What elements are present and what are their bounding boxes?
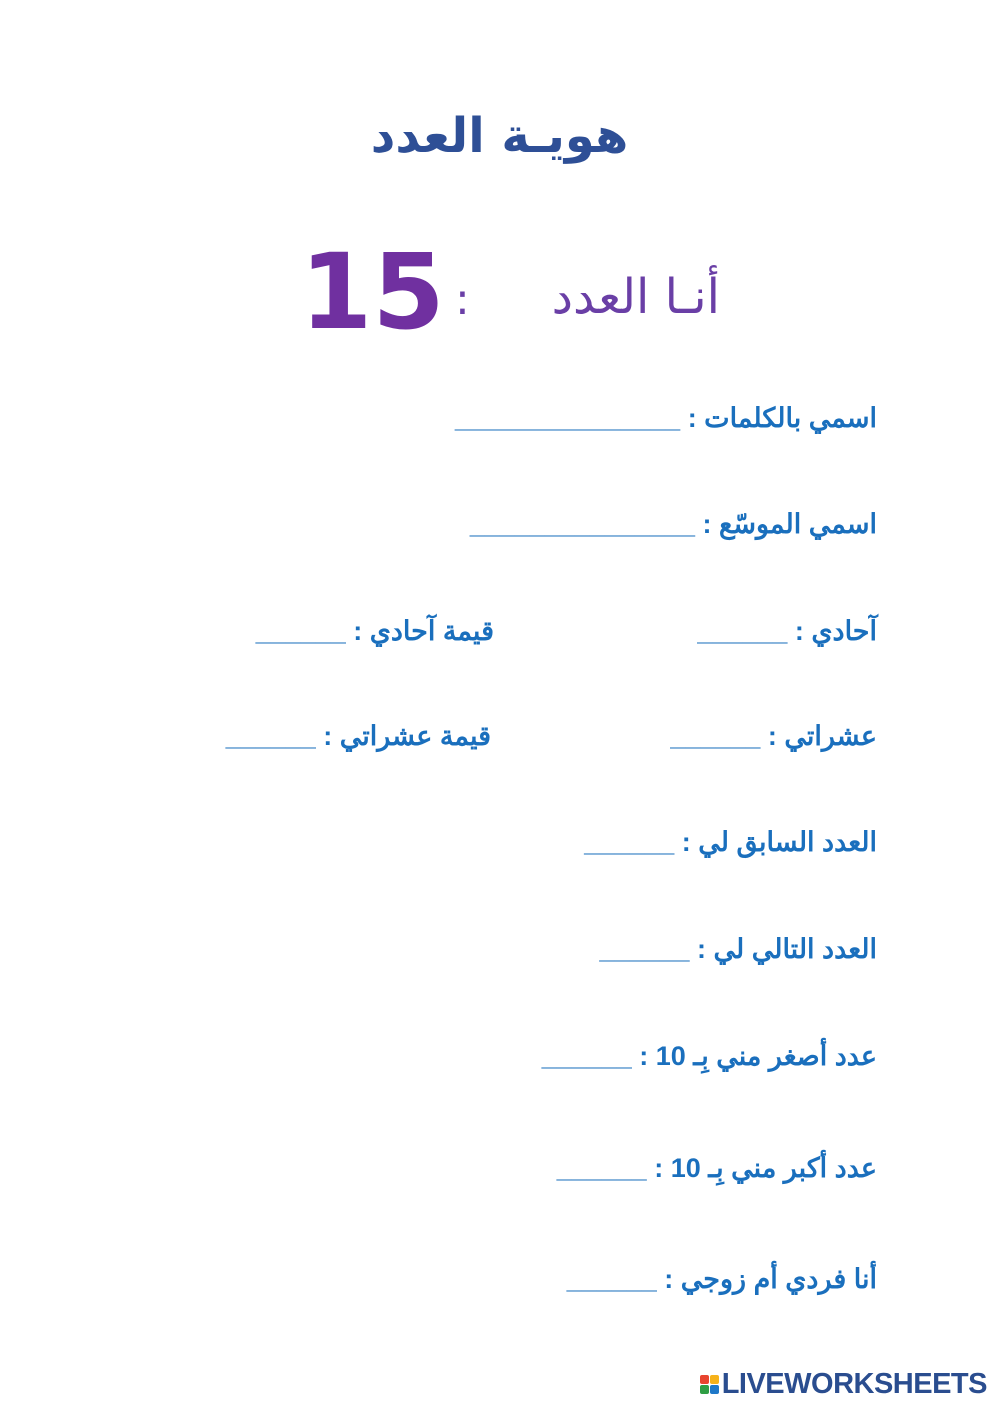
row-next	[599, 929, 877, 969]
row-previous	[584, 822, 877, 862]
row-odd-even	[567, 1259, 877, 1299]
logo-mark-icon	[700, 1375, 719, 1394]
blank-more-by-10[interactable]: ______	[556, 1153, 647, 1183]
row-expanded	[470, 504, 877, 544]
label-next: العدد التالي لي :	[696, 934, 877, 964]
label-expanded: اسمي الموسّع :	[702, 509, 877, 539]
page-title: هويـة العدد	[370, 108, 629, 164]
blank-previous[interactable]: ______	[584, 827, 675, 857]
label-more-by-10: عدد أكبر مني بِـ 10 :	[654, 1153, 877, 1183]
row-tens	[670, 716, 877, 756]
label-odd-even: أنا فردي أم زوجي :	[664, 1264, 877, 1294]
label-previous: العدد السابق لي :	[681, 827, 877, 857]
blank-less-by-10[interactable]: ______	[541, 1041, 632, 1071]
number-colon: :	[455, 274, 470, 325]
number-value: 15	[300, 231, 445, 353]
label-tens: عشراتي :	[767, 721, 877, 751]
logo-text: LIVEWORKSHEETS	[721, 1368, 987, 1400]
number-phrase: أنـا العدد	[551, 269, 720, 325]
label-ones: آحادي :	[794, 616, 877, 646]
number-line	[300, 232, 720, 352]
logo-mark-square	[710, 1385, 719, 1394]
blank-next[interactable]: ______	[599, 934, 690, 964]
label-ones-value: قيمة آحادي :	[353, 616, 494, 646]
row-tens-value	[226, 716, 491, 756]
blank-name-words[interactable]: _______________	[454, 403, 681, 433]
row-more-by-10	[557, 1148, 877, 1188]
logo-mark-square	[700, 1385, 709, 1394]
logo-mark-square	[710, 1375, 719, 1384]
row-less-by-10	[542, 1036, 877, 1076]
blank-tens-value[interactable]: ______	[225, 721, 316, 751]
blank-odd-even[interactable]: ______	[566, 1264, 657, 1294]
blank-ones-value[interactable]: ______	[255, 616, 346, 646]
label-less-by-10: عدد أصغر مني بِـ 10 :	[639, 1041, 877, 1071]
blank-ones[interactable]: ______	[697, 616, 788, 646]
liveworksheets-logo	[700, 1369, 987, 1399]
logo-mark-square	[700, 1375, 709, 1384]
row-ones	[697, 611, 877, 651]
label-name-words: اسمي بالكلمات :	[687, 403, 877, 433]
blank-expanded[interactable]: _______________	[469, 509, 695, 539]
blank-tens[interactable]: ______	[670, 721, 761, 751]
label-tens-value: قيمة عشراتي :	[323, 721, 491, 751]
row-name-words	[455, 398, 877, 438]
row-ones-value	[256, 611, 494, 651]
